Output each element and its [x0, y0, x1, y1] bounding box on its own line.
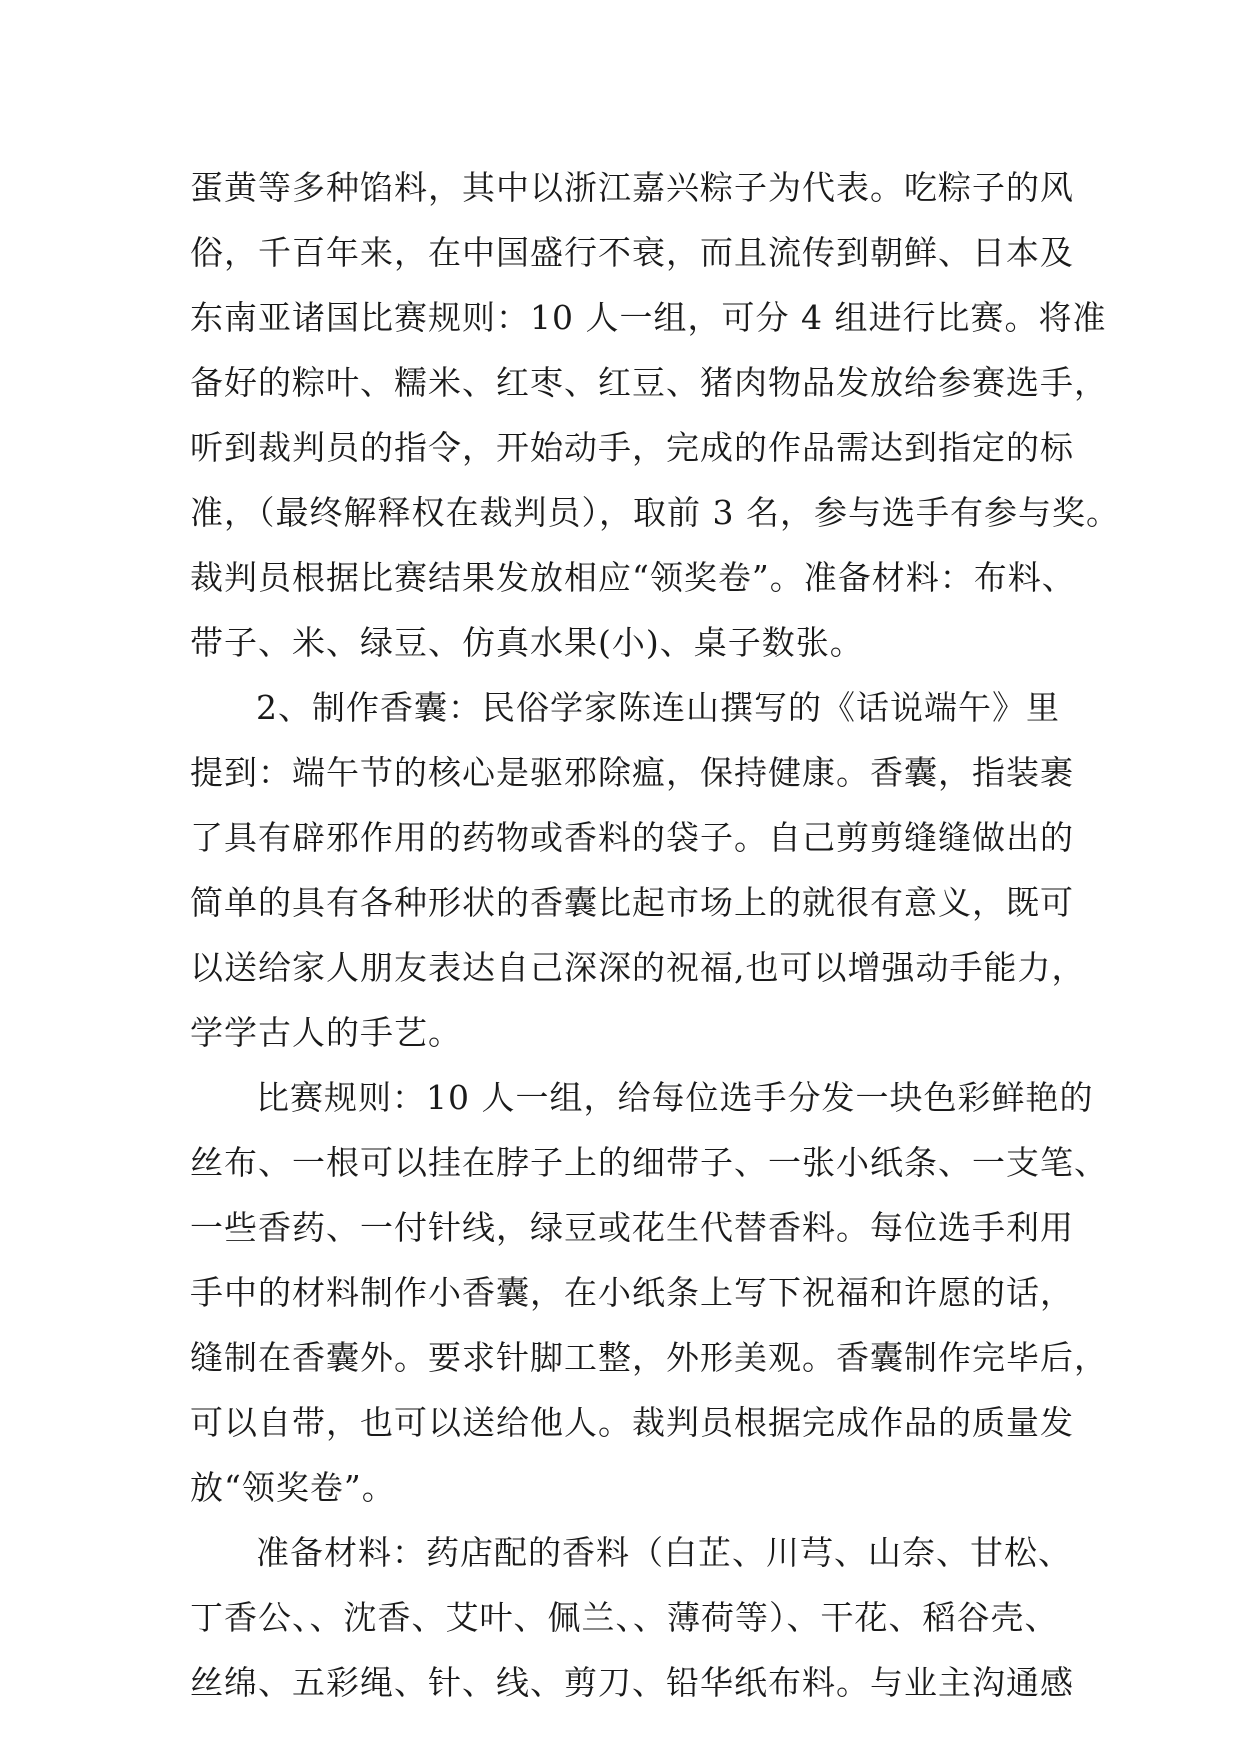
text-line: 缝制在香囊外。要求针脚工整，外形美观。香囊制作完毕后，	[190, 1338, 1108, 1377]
text-line: 听到裁判员的指令，开始动手，完成的作品需达到指定的标	[190, 428, 1074, 467]
text-line: 以送给家人朋友表达自己深深的祝福,也可以增强动手能力，	[190, 948, 1086, 987]
text-line: 放“领奖卷”。	[190, 1468, 396, 1507]
text-line: 了具有辟邪作用的药物或香料的袋子。自己剪剪缝缝做出的	[190, 818, 1074, 857]
paragraph-start-line: 准备材料：药店配的香料（白芷、川芎、山奈、甘松、	[256, 1533, 1072, 1572]
paragraph-start-line: 2、制作香囊：民俗学家陈连山撰写的《话说端午》里	[256, 688, 1060, 727]
text-line: 备好的粽叶、糯米、红枣、红豆、猪肉物品发放给参赛选手，	[190, 363, 1108, 402]
text-line: 丝绵、五彩绳、针、线、剪刀、铅华纸布料。与业主沟通感	[190, 1663, 1074, 1702]
paragraph-start-line: 比赛规则：10 人一组，给每位选手分发一块色彩鲜艳的	[256, 1078, 1094, 1117]
text-line: 俗，千百年来，在中国盛行不衰，而且流传到朝鲜、日本及	[190, 233, 1074, 272]
text-line: 带子、米、绿豆、仿真水果(小)、桌子数张。	[190, 623, 864, 662]
text-line: 裁判员根据比赛结果发放相应“领奖卷”。准备材料：布料、	[190, 558, 1076, 597]
text-line: 学学古人的手艺。	[190, 1013, 462, 1052]
text-line: 丁香公、、沈香、艾叶、佩兰、、薄荷等）、干花、稻谷壳、	[190, 1598, 1059, 1637]
text-line: 蛋黄等多种馅料，其中以浙江嘉兴粽子为代表。吃粽子的风	[190, 168, 1074, 207]
text-line: 手中的材料制作小香囊，在小纸条上写下祝福和许愿的话，	[190, 1273, 1074, 1312]
text-line: 一些香药、一付针线，绿豆或花生代替香料。每位选手利用	[190, 1208, 1074, 1247]
text-line: 可以自带，也可以送给他人。裁判员根据完成作品的质量发	[190, 1403, 1074, 1442]
text-line: 简单的具有各种形状的香囊比起市场上的就很有意义，既可	[190, 883, 1074, 922]
text-line: 丝布、一根可以挂在脖子上的细带子、一张小纸条、一支笔、	[190, 1143, 1108, 1182]
text-line: 提到：端午节的核心是驱邪除瘟，保持健康。香囊，指装裹	[190, 753, 1074, 792]
text-line: 东南亚诸国比赛规则：10 人一组，可分 4 组进行比赛。将准	[190, 298, 1107, 337]
text-line: 准，（最终解释权在裁判员），取前 3 名，参与选手有参与奖。	[190, 493, 1120, 532]
body-text	[190, 155, 1120, 1715]
